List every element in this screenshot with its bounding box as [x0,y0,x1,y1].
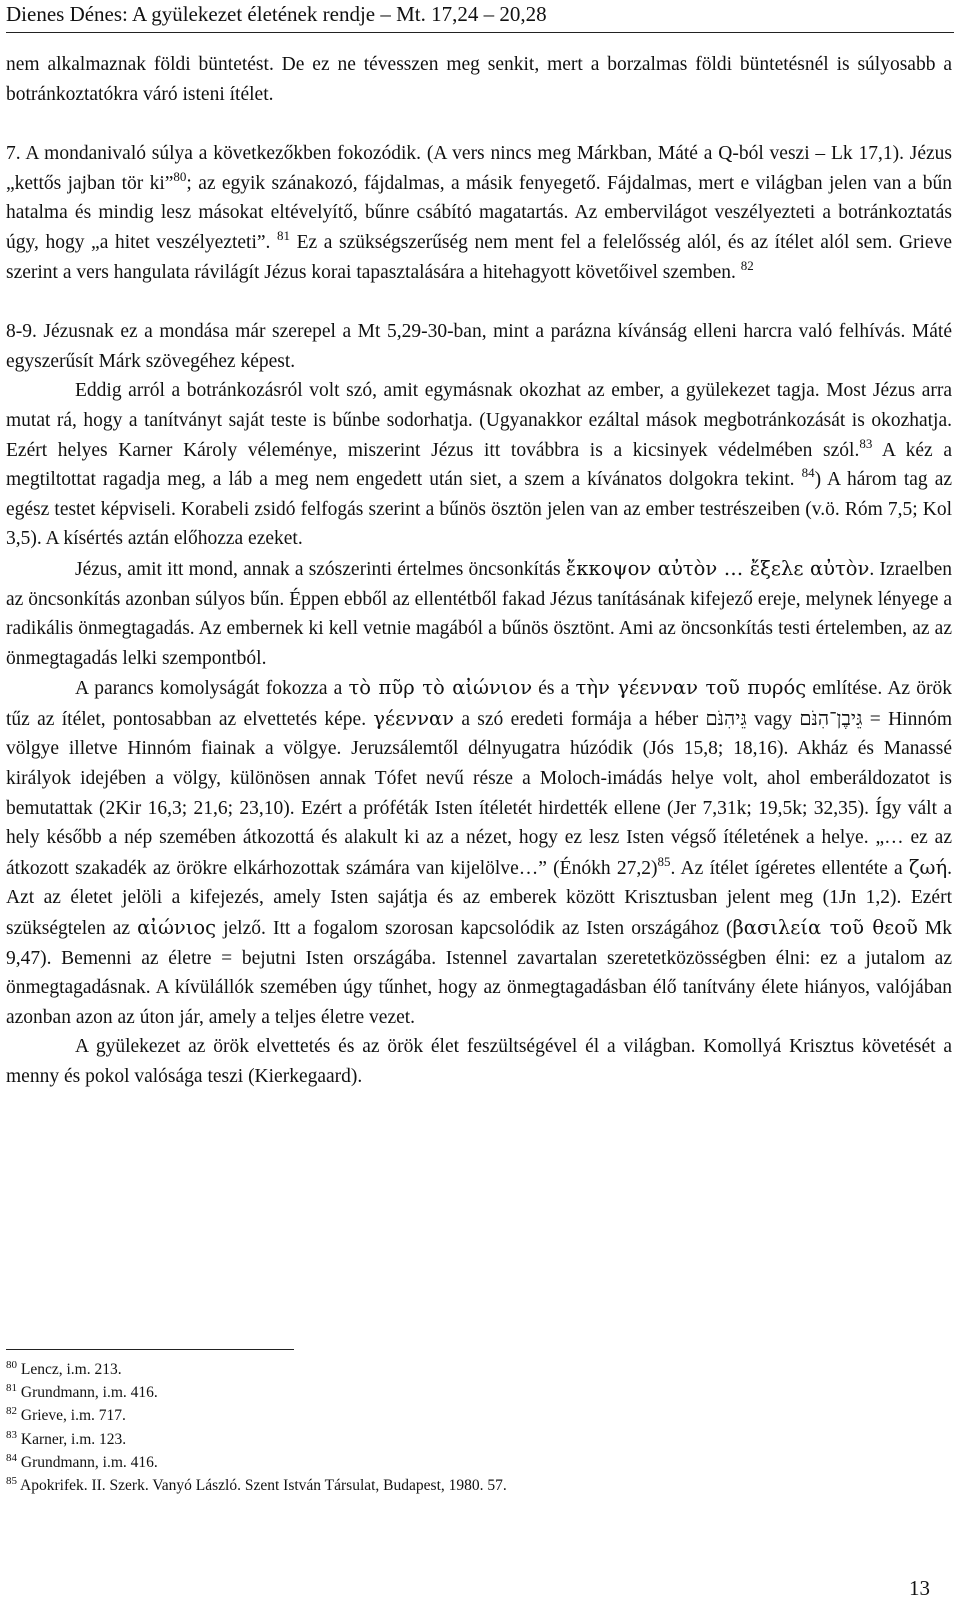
greek-phrase: τὸ πῦρ τὸ αἰώνιον [348,676,533,700]
greek-phrase: τὴν γέενναν τοῦ πυρός [575,676,807,700]
header-rule [6,32,954,33]
greek-phrase: βασιλεία τοῦ θεοῦ [732,916,918,940]
footnote-item: $^{84}$ Grundmann, i.m. 416. [6,1451,158,1471]
greek-phrase: γέενναν [373,706,454,730]
footnote-number: 85 [6,1475,17,1488]
footnote-rule [6,1349,294,1350]
footnote-ref-84[interactable]: 84 [801,465,815,481]
footnote-ref-80[interactable]: 80 [173,168,187,184]
greek-phrase: αἰώνιος [137,916,217,940]
greek-phrase: ζωή [908,855,948,879]
footnote-number: 80 [6,1359,17,1371]
footnote-ref-83[interactable]: 83 [859,435,873,451]
footnote-item: $^{80}$ Lencz, i.m. 213. [6,1359,122,1378]
footnote-number: 82 [6,1405,17,1418]
hebrew-word: גֵּיבֶן־הִנֹּם [799,706,863,730]
footnote-item: $^{85}$ Apokrifek. II. Szerk. Vanyó László. Szent István Társulat, Budapest, 1980. 57. [6,1475,507,1495]
paragraph-6: A parancs komolyságát fokozza a τὸ πῦρ τὸ αἰώνιον és a τὴν γέενναν τοῦ πυρός említése. Az örök tűz az ítélet, pontosabban az elvettetés képe. γέενναν a szó eredeti formája a héber גֵּיהִנֹּם vagy גֵּיבֶן־הִנֹּם = Hinnóm völgye illetve Hinnóm fiainak a völgye. Jeruzsálemtől délnyugatra húzódik (Jós 15,8; 18,16). Akház és Manassé királyok idejében a völgy, különösen annak Tófet nevű része a Moloch-imádás helye volt, ahol emberáldozatot is bemutattak (2Kir 16,3; 21,6; 23,10). Ezért a próféták Isten ítéletét hirdették ellene (Jer 7,31k; 19,5k; 32,35). Így vált a hely később a nép szemében átkozottá és alakult ki az a nézet, hogy ez lesz Isten végső ítéletének a helye. „… ez az átkozott szakadék az örökre elkárhozottak számára van kijelölve…” (Énókh 27,2)$^{85}$. Az ítélet ígéretes ellentéte a ζωή. Azt az életet jelöli a kifejezés, amely Isten sajátja és az emberek között Krisztusban jelent meg (1Jn 1,2). Ezért szükségtelen az αἰώνιος jelző. Itt a fogalom szorosan kapcsolódik az Isten országához (βασιλεία τοῦ θεοῦ Mk 9,47). Bemenni az életre = bejutni Isten országába. Istennel zavartalan szeretetközösségben élni: ez a jutalom az önmegtagadásnak. A kívülállók szemében úgy tűnhet, hogy az önmegtagadásban élő tanítvány élete hiányos, valójában azonban azon az úton jár, amely a teljes életre vezet. [6,676,953,1028]
footnotes [6,1358,507,1497]
paragraph-verse-8-9: 8-9. Jézusnak ez a mondása már szerepel a Mt 5,29-30-ban, mint a parázna kívánság elleni harcra való felhívás. Máté egyszerűsít Márk szövegéhez képest. [6,321,952,372]
paragraph-5: Jézus, amit itt mond, annak a szószerinti értelmes öncsonkítás ἔκκοψον αὐτὸν … ἔξελε αὐτὸν. Izraelben az öncsonkítás azonban súlyos bűn. Éppen ebből az ellentétből fakad Jézus tanításának kifejező ereje, melynek lényege a radikális önmegtagadás. Az embernek ki kell vetnie magából a bűnös ösztönt. Ami az öncsonkítás testi értelemben, az az önmegtagadás lelki szempontból. [6,556,952,669]
paragraph-7: A gyülekezet az örök elvettetés és az örök élet feszültségével él a világban. Komollyá Krisztus követését a menny és pokol valósága teszi (Kierkegaard). [6,1036,952,1087]
footnote-ref-82[interactable]: 82 [740,257,754,273]
hebrew-word: גֵּיהִנֹּם [705,706,747,730]
footnote-item: $^{83}$ Karner, i.m. 123. [6,1428,127,1448]
footnote-ref-81[interactable]: 81 [277,227,291,243]
paragraph-1: nem alkalmaznak földi büntetést. De ez ne tévesszen meg senkit, mert a borzalmas földi büntetésnél is súlyosabb a botránkoztatókra váró isteni ítélet. [6,54,952,105]
paragraph-verse-7: 7. A mondanivaló súlya a következőkben fokozódik. (A vers nincs meg Márkban, Máté a Q-ból veszi – Lk 17,1). Jézus „kettős jajban tör ki”$^{80}$; az egyik szánakozó, fájdalmas, a másik fenyegető. Fájdalmas, mert e világban jelen van a bűn hatalma és mindig lesz másokat eltévelyítő, bűnre csábító magatartás. Az embervilágot veszélyezteti a botránkoztatás úgy, hogy „a hitet veszélyezteti”. $^{81}$ Ez a szükségszerűség nem ment fel a felelősség alól, és az ítélet alól sem. Grieve szerint a vers hangulata rávilágít Jézus korai tapasztalására a hitehagyott követőivel szemben. $^{82}$ [6,143,952,283]
greek-phrase: ἔκκοψον αὐτὸν … ἔξελε αὐτὸν [565,556,870,580]
footnote-number: 84 [6,1451,17,1464]
footnote-ref-85[interactable]: 85 [657,853,671,869]
page-number: 13 [909,1576,930,1600]
footnote-number: 81 [6,1382,17,1395]
footnote-number: 83 [6,1428,17,1441]
footnote-item: $^{81}$ Grundmann, i.m. 416. [6,1382,158,1402]
paragraph-4: Eddig arról a botránkozásról volt szó, amit egymásnak okozhat az ember, a gyülekezet tagja. Most Jézus arra mutat rá, hogy a tanítványt saját teste is bűnbe sodorhatja. (Ugyanakkor ezáltal mások megbotránkozását is okozhatja. Ezért helyes Karner Károly véleménye, miszerint Jézus itt továbbra is a kicsinyek védelmében szól.$^{83}$ A kéz a megtiltottat ragadja meg, a láb a meg nem engedett után siet, a szem a kívánatos dolgokra tekint. $^{84}$) A három tag az egész testet képviseli. Korabeli zsidó felfogás szerint a bűnös ösztön jelen van az ember testrészeiben (v.ö. Róm 7,5; Kol 3,5). A kísértés aztán előhozza ezeket. [6,380,952,550]
body-text [6,50,952,1092]
footnote-item: $^{82}$ Grieve, i.m. 717. [6,1405,126,1425]
running-header: Dienes Dénes: A gyülekezet életének rendje – Mt. 17,24 – 20,28 [6,2,547,26]
